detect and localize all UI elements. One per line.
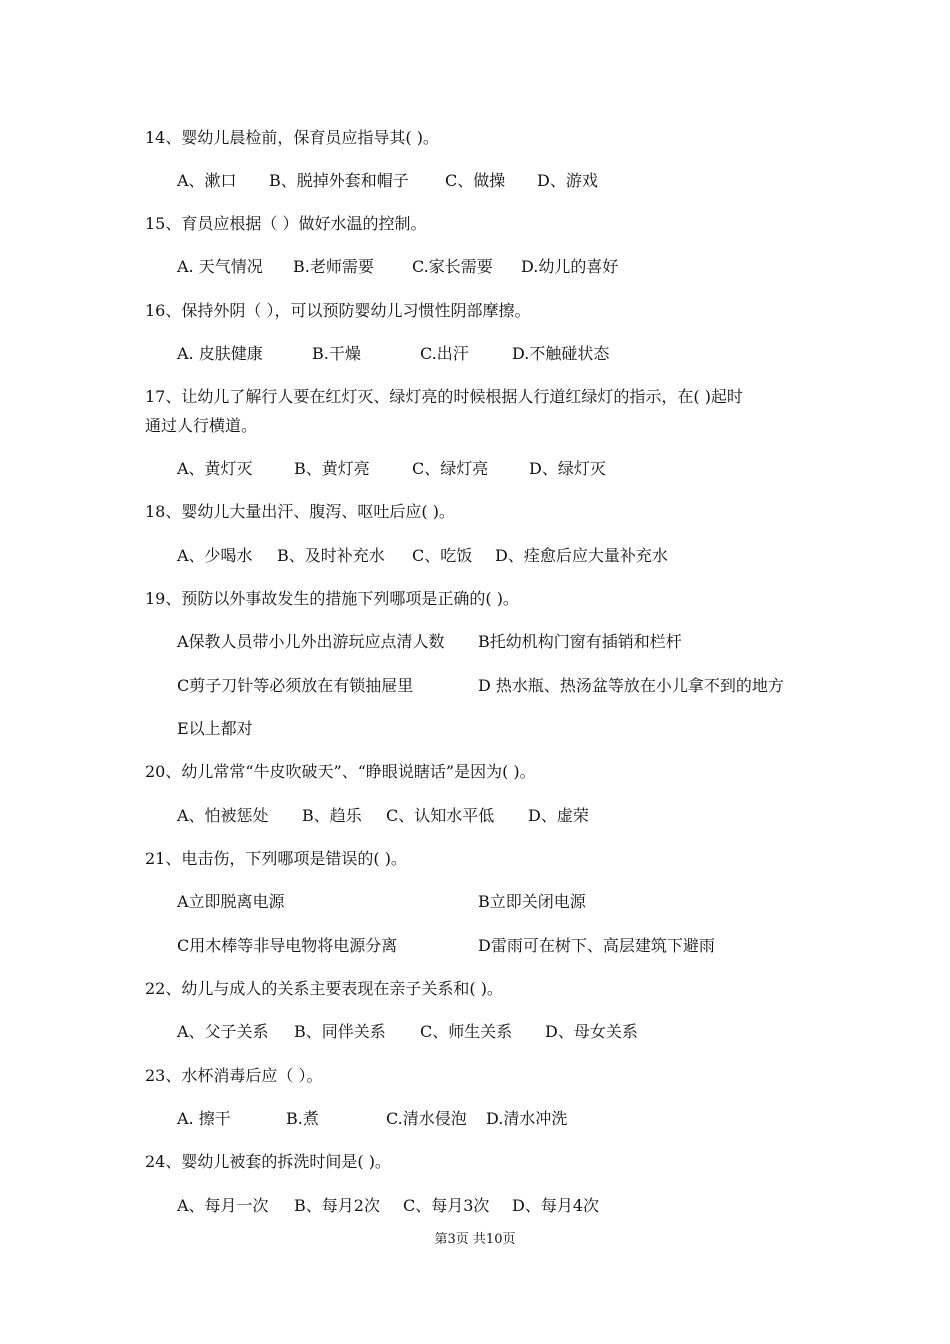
q17-option-d: D、绿灯灭 [529,459,606,478]
question-23-stem: 23、水杯消毒后应（ ）。 [145,1066,323,1085]
q19-option-b: B托幼机构门窗有插销和栏杆 [478,632,682,651]
q23-option-d: D.清水冲洗 [486,1109,568,1128]
q18-option-a: A、少喝水 [177,546,253,565]
q18-option-c: C、吃饭 [412,546,473,565]
q15-option-a: A. 天气情况 [177,257,263,276]
q20-option-b: B、趋乐 [302,806,362,825]
q24-option-b: B、每月2次 [294,1196,380,1215]
q20-option-d: D、虚荣 [528,806,589,825]
question-17-stem: 17、让幼儿了解行人要在红灯灭、绿灯亮的时候根据人行道红绿灯的指示，在( )起时 [145,387,743,406]
question-21-stem: 21、电击伤，下列哪项是错误的( )。 [145,849,407,868]
q23-option-c: C.清水侵泡 [386,1109,467,1128]
q22-option-c: C、师生关系 [420,1022,513,1041]
question-19-stem: 19、预防以外事故发生的措施下列哪项是正确的( )。 [145,589,519,608]
q22-option-a: A、父子关系 [177,1022,269,1041]
q16-option-b: B.干燥 [312,344,361,363]
q16-option-a: A. 皮肤健康 [177,344,263,363]
q17-option-a: A、黄灯灭 [177,459,253,478]
q15-option-b: B.老师需要 [293,257,374,276]
q24-option-d: D、每月4次 [512,1196,600,1215]
q14-option-c: C、做操 [445,171,506,190]
q21-option-c: C用木棒等非导电物将电源分离 [177,936,398,955]
question-14-stem: 14、婴幼儿晨检前，保育员应指导其( )。 [145,128,439,147]
question-22-stem: 22、幼儿与成人的关系主要表现在亲子关系和( )。 [145,979,503,998]
q20-option-c: C、认知水平低 [386,806,495,825]
question-20-stem: 20、幼儿常常“牛皮吹破天”、“睁眼说瞎话”是因为( )。 [145,762,536,781]
q23-option-b: B.煮 [286,1109,319,1128]
q19-option-d: D 热水瓶、热汤盆等放在小儿拿不到的地方 [478,676,784,695]
q19-option-e: E以上都对 [177,719,253,738]
q24-option-c: C、每月3次 [403,1196,490,1215]
q14-option-a: A、漱口 [177,171,237,190]
q21-option-d: D雷雨可在树下、高层建筑下避雨 [478,936,715,955]
page-footer: 第3页 共10页 [434,1232,516,1247]
q15-option-c: C.家长需要 [412,257,493,276]
question-17-stem-continued: 通过人行横道。 [145,416,258,435]
q18-option-b: B、及时补充水 [277,546,385,565]
q21-option-a: A立即脱离电源 [177,892,285,911]
q14-option-b: B、脱掉外套和帽子 [269,171,409,190]
q17-option-b: B、黄灯亮 [294,459,370,478]
q21-option-b: B立即关闭电源 [478,892,586,911]
question-24-stem: 24、婴幼儿被套的拆洗时间是( )。 [145,1152,391,1171]
q20-option-a: A、怕被惩处 [177,806,269,825]
question-16-stem: 16、保持外阴（ ），可以预防婴幼儿习惯性阴部摩擦。 [145,301,531,320]
q14-option-d: D、游戏 [537,171,598,190]
q22-option-d: D、母女关系 [545,1022,638,1041]
q19-option-a: A保教人员带小儿外出游玩应点清人数 [177,632,445,651]
question-18-stem: 18、婴幼儿大量出汗、腹泻、呕吐后应( )。 [145,502,455,521]
q15-option-d: D.幼儿的喜好 [521,257,619,276]
q17-option-c: C、绿灯亮 [412,459,489,478]
q22-option-b: B、同伴关系 [294,1022,386,1041]
q16-option-c: C.出汗 [420,344,469,363]
q23-option-a: A. 擦干 [177,1109,231,1128]
q18-option-d: D、痊愈后应大量补充水 [495,546,668,565]
q19-option-c: C剪子刀针等必须放在有锁抽屉里 [177,676,414,695]
q16-option-d: D.不触碰状态 [512,344,610,363]
question-15-stem: 15、育员应根据（ ）做好水温的控制。 [145,214,427,233]
q24-option-a: A、每月一次 [177,1196,269,1215]
